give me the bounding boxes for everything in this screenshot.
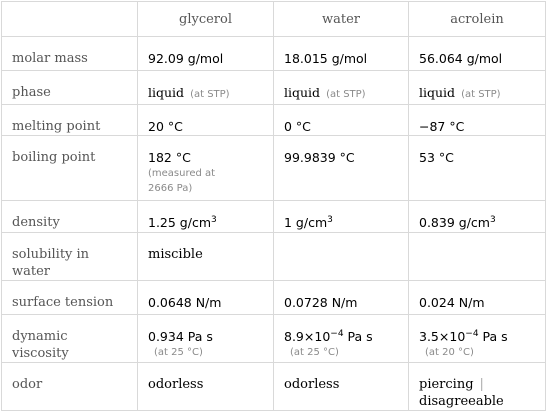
row-label-density: density (2, 201, 138, 233)
glycerol-density-value: 1.25 g/cm (148, 215, 212, 230)
corner-cell (2, 2, 138, 37)
solubility-label-line-1: solubility in (12, 247, 90, 262)
water-density-exponent: 3 (327, 215, 333, 225)
water-viscosity-mantissa: 8.9 (284, 329, 304, 344)
acrolein-molar-mass: 56.064 g/mol (409, 37, 546, 71)
glycerol-boiling-point (138, 136, 274, 201)
glycerol-phase-note: (at STP) (190, 89, 230, 100)
water-molar-mass: 18.015 g/mol (274, 37, 409, 71)
acrolein-odor-1: piercing (419, 377, 474, 392)
water-density-value: 1 g/cm (284, 215, 328, 230)
acrolein-odor-2: disagreeable (419, 394, 504, 409)
acrolein-viscosity-base: ×10 (438, 329, 466, 344)
acrolein-viscosity-unit: Pa s (478, 329, 508, 344)
glycerol-melting-point: 20 °C (138, 105, 274, 136)
acrolein-viscosity-mantissa: 3.5 (419, 329, 439, 344)
column-header-acrolein: acrolein (409, 2, 546, 37)
acrolein-viscosity (409, 315, 546, 363)
glycerol-phase (138, 71, 274, 105)
acrolein-density-value: 0.839 g/cm (419, 215, 490, 230)
table-row (2, 315, 546, 363)
glycerol-surface-tension: 0.0648 N/m (138, 281, 274, 315)
water-boiling-point: 99.9839 °C (274, 136, 409, 201)
water-viscosity-base: ×10 (303, 329, 331, 344)
acrolein-viscosity-exponent: −4 (465, 329, 479, 339)
water-phase (274, 71, 409, 105)
row-label-viscosity (2, 315, 138, 363)
acrolein-surface-tension: 0.024 N/m (409, 281, 546, 315)
glycerol-viscosity-note: (at 25 °C) (154, 347, 203, 358)
glycerol-viscosity-value: 0.934 Pa s (148, 329, 213, 344)
viscosity-label-line-1: dynamic (12, 329, 68, 344)
row-label-surface-tension: surface tension (2, 281, 138, 315)
acrolein-boiling-point: 53 °C (409, 136, 546, 201)
acrolein-odor (409, 363, 546, 411)
glycerol-odor: odorless (138, 363, 274, 411)
table-row (2, 363, 546, 411)
column-header-glycerol: glycerol (138, 2, 274, 37)
table-row (2, 105, 546, 136)
properties-table (1, 1, 546, 411)
water-phase-note: (at STP) (326, 89, 366, 100)
table-row (2, 136, 546, 201)
column-header-water: water (274, 2, 409, 37)
row-label-phase: phase (2, 71, 138, 105)
water-phase-value: liquid (284, 85, 321, 100)
water-viscosity-note: (at 25 °C) (290, 347, 339, 358)
acrolein-phase (409, 71, 546, 105)
water-viscosity-exponent: −4 (330, 329, 344, 339)
viscosity-label-line-2: viscosity (12, 346, 69, 361)
water-viscosity (274, 315, 409, 363)
water-density (274, 201, 409, 233)
water-viscosity-unit: Pa s (343, 329, 373, 344)
odor-separator: | (479, 377, 484, 392)
glycerol-boiling-value: 182 °C (148, 150, 191, 165)
water-solubility (274, 233, 409, 281)
glycerol-solubility: miscible (138, 233, 274, 281)
row-label-boiling-point: boiling point (2, 136, 138, 201)
row-label-solubility (2, 233, 138, 281)
glycerol-phase-value: liquid (148, 85, 185, 100)
header-row (2, 2, 546, 37)
acrolein-density (409, 201, 546, 233)
table-row (2, 201, 546, 233)
water-melting-point: 0 °C (274, 105, 409, 136)
table-row (2, 71, 546, 105)
water-odor: odorless (274, 363, 409, 411)
table-row (2, 233, 546, 281)
row-label-melting-point: melting point (2, 105, 138, 136)
row-label-odor: odor (2, 363, 138, 411)
glycerol-density-exponent: 3 (211, 215, 217, 225)
solubility-label-line-2: water (12, 264, 51, 279)
acrolein-phase-value: liquid (419, 85, 456, 100)
glycerol-density (138, 201, 274, 233)
water-surface-tension: 0.0728 N/m (274, 281, 409, 315)
glycerol-boiling-note-2: 2666 Pa) (148, 183, 193, 194)
acrolein-viscosity-note: (at 20 °C) (425, 347, 474, 358)
table-row (2, 37, 546, 71)
row-label-molar-mass: molar mass (2, 37, 138, 71)
glycerol-molar-mass: 92.09 g/mol (138, 37, 274, 71)
acrolein-solubility (409, 233, 546, 281)
table-row (2, 281, 546, 315)
acrolein-density-exponent: 3 (489, 215, 496, 225)
glycerol-boiling-note-1: (measured at (148, 168, 216, 179)
glycerol-viscosity (138, 315, 274, 363)
acrolein-melting-point: −87 °C (409, 105, 546, 136)
acrolein-phase-note: (at STP) (461, 89, 501, 100)
